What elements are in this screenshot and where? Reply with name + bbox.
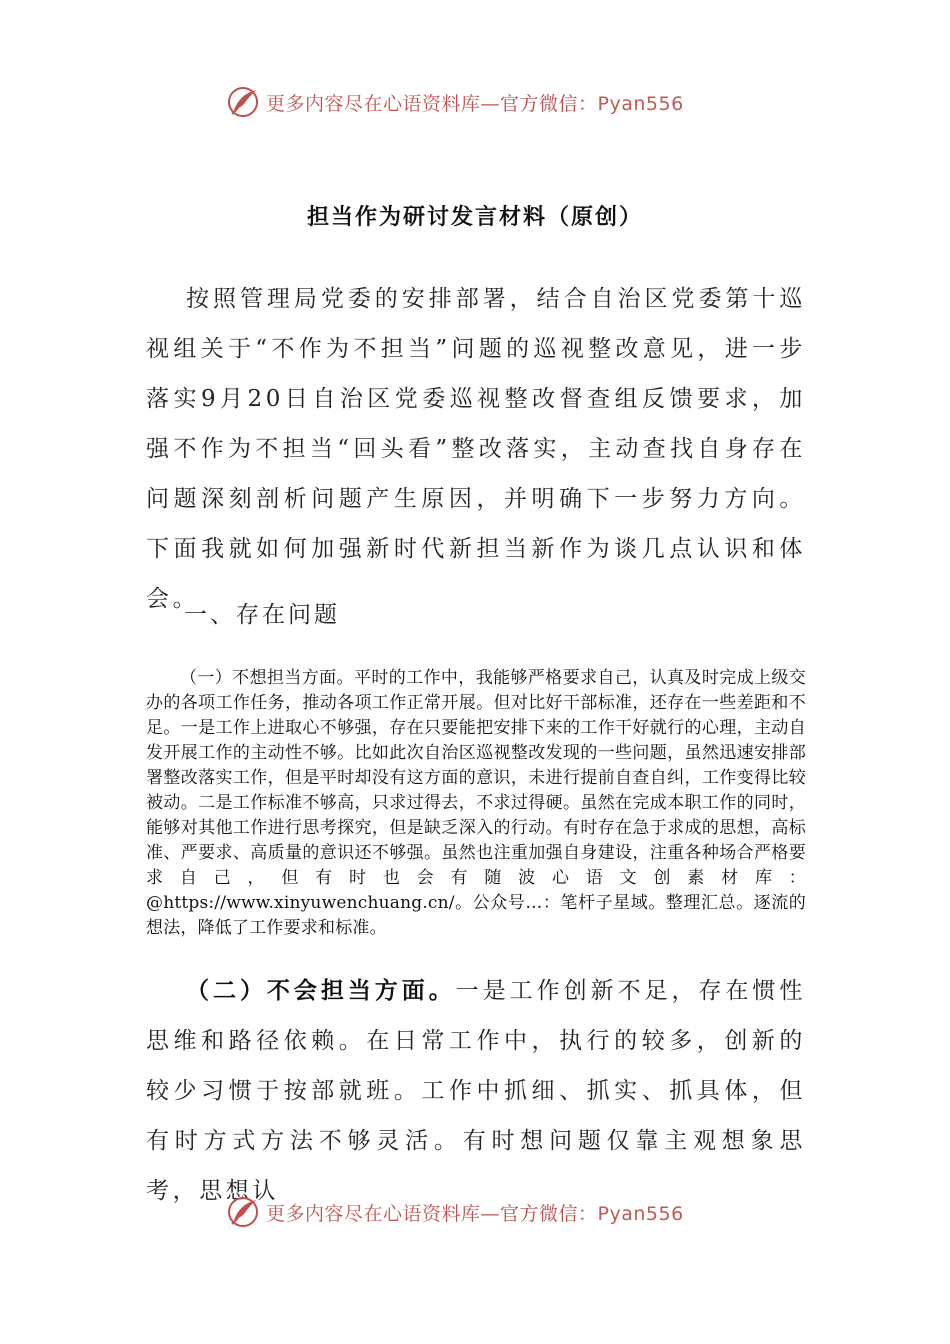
paragraph-not-able-body: 一是工作创新不足，存在惯性思维和路径依赖。在日常工作中，执行的较多，创新的较少习惯于按部就班。工作中抓细、抓实、抓具体，但有时方式方法不够灵活。有时想问题仅靠主观想象思考，思想认 <box>146 978 807 1204</box>
section-heading-problems: 一、存在问题 <box>184 602 340 628</box>
banner-wechat-label: 官方微信： <box>500 92 598 115</box>
paragraph-not-able <box>146 966 806 1216</box>
banner-wechat-label: 官方微信： <box>500 1202 598 1225</box>
header-banner <box>226 82 746 122</box>
paragraph-not-willing: （一）不想担当方面。平时的工作中，我能够严格要求自己，认真及时完成上级交办的各项工作任务，推动各项工作正常开展。但对比好干部标准，还存在一些差距和不足。一是工作上进取心不够强，存在只要能把安排下来的工作干好就行的心理，主动自发开展工作的主动性不够。比如此次自治区巡视整改发现的一些问题，虽然迅速安排部署整改落实工作，但是平时却没有这方面的意识，未进行提前自查自纠，工作变得比较被动。二是工作标准不够高，只求过得去，不求过得硬。虽然在完成本职工作的同时，能够对其他工作进行思考探究，但是缺乏深入的行动。有时存在急于求成的思想，高标准、严要求、高质量的意识还不够强。虽然也注重加强自身建设，注重各种场合严格要求自己，但有时也会有随波心语文创素材库：@https://www.xinyuwenchuang.cn/。公众号…：笔杆子星域。整理汇总。逐流的想法，降低了工作要求和标准。 <box>146 668 806 938</box>
intro-paragraph: 按照管理局党委的安排部署，结合自治区党委第十巡视组关于“不作为不担当”问题的巡视整改意见，进一步落实9月20日自治区党委巡视整改督查组反馈要求，加强不作为不担当“回头看”整改落实，主动查找自身存在问题深刻剖析问题产生原因，并明确下一步努力方向。下面我就如何加强新时代新担当新作为谈几点认识和体会。 <box>146 286 806 612</box>
footer-banner <box>226 1192 746 1232</box>
fountain-pen-logo-icon <box>226 84 262 120</box>
banner-main-text: 更多内容尽在心语资料库 <box>266 92 481 115</box>
fountain-pen-logo-icon <box>226 1194 262 1230</box>
banner-dash: — <box>480 1202 501 1225</box>
banner-wechat-id: Pyan556 <box>597 92 684 115</box>
banner-dash: — <box>480 92 501 115</box>
banner-text <box>266 89 684 116</box>
paragraph-not-able-lead: （二）不会担当方面。 <box>186 977 456 1004</box>
banner-wechat-id: Pyan556 <box>597 1202 684 1225</box>
document-title: 担当作为研讨发言材料（原创） <box>306 204 643 230</box>
banner-main-text: 更多内容尽在心语资料库 <box>266 1202 481 1225</box>
banner-text <box>266 1199 684 1226</box>
